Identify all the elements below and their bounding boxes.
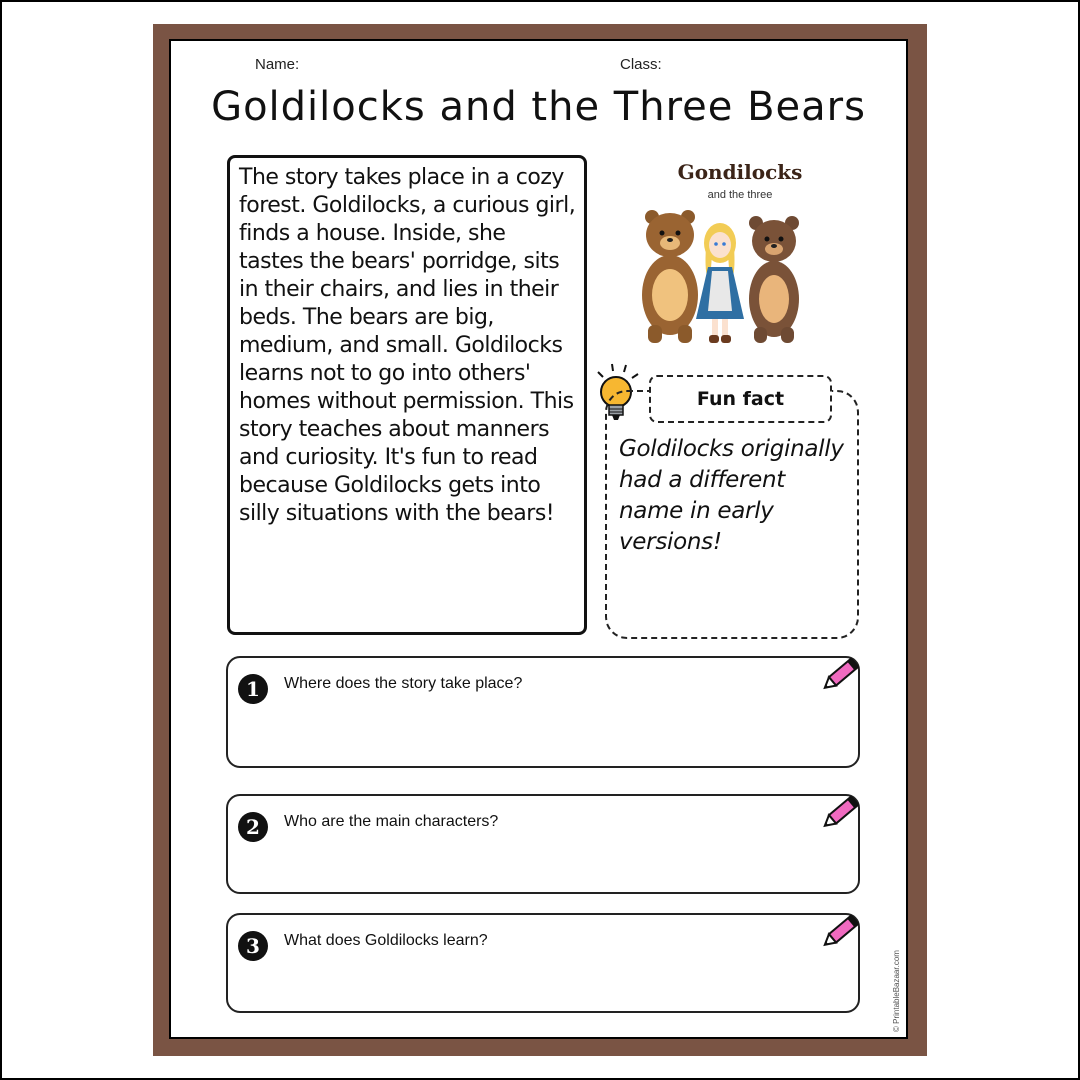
- question-box-3[interactable]: [226, 913, 860, 1013]
- question-number-2: 2: [238, 812, 268, 842]
- illustration-title: Gondilocks: [677, 160, 803, 184]
- story-text: The story takes place in a cozy forest. Goldilocks, a curious girl, finds a house. Inside, she tastes the bears' porridge, sits in their chairs, and lies in their beds. The bears are big, medium, and small. Goldilocks learns not to go into others' homes without permission. This story teaches about manners and curiosity. It's fun to read because Goldilocks gets into silly situations with the bears!: [239, 165, 576, 526]
- pencil-icon: [816, 648, 868, 700]
- illustration: [640, 152, 822, 352]
- page-title: Goldilocks and the Three Bears: [211, 84, 866, 130]
- fun-fact-label: Fun fact: [696, 388, 785, 410]
- question-box-2[interactable]: [226, 794, 860, 894]
- goldilocks-icon: [696, 223, 744, 343]
- story-box: [227, 155, 587, 635]
- class-label: Class:: [620, 56, 662, 73]
- question-box-1[interactable]: [226, 656, 860, 768]
- name-label: Name:: [255, 56, 300, 73]
- question-text-2: Who are the main characters?: [284, 813, 499, 830]
- question-text-1: Where does the story take place?: [284, 675, 523, 692]
- pencil-icon: [816, 786, 868, 838]
- bears-and-girl-picture: [620, 207, 820, 357]
- medium-bear-icon: [749, 216, 799, 343]
- illustration-subtitle: and the three: [707, 189, 773, 201]
- question-number-3: 3: [238, 931, 268, 961]
- question-text-3: What does Goldilocks learn?: [284, 932, 488, 949]
- copyright-text: © PrintableBazaar.com: [892, 950, 901, 1032]
- fun-fact-label-box: [649, 375, 832, 423]
- pencil-icon: [816, 905, 868, 957]
- fun-fact-text: Goldilocks originally had a different name in early versions!: [619, 436, 844, 555]
- big-bear-icon: [642, 210, 698, 343]
- question-number-1: 1: [238, 674, 268, 704]
